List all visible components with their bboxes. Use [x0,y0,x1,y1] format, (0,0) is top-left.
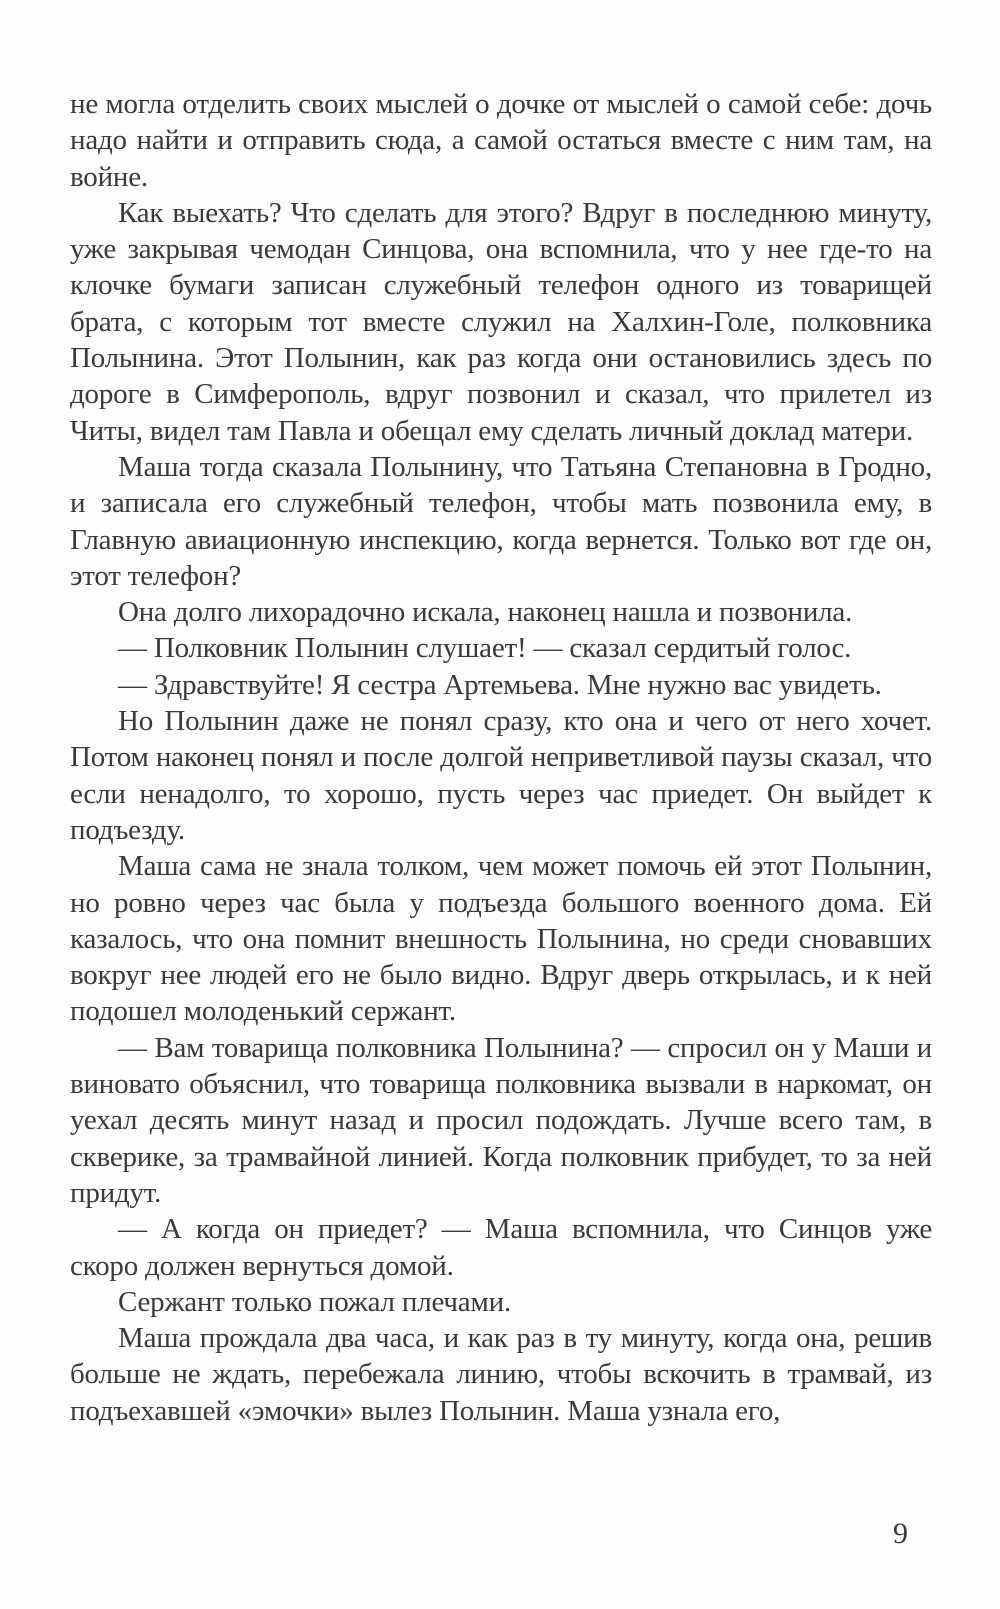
paragraph: Маша прождала два часа, и как раз в ту минуту, когда она, решив больше не ждать, перебежала линию, чтобы вскочить в трамвай, из подъехавшей «эмочки» вылез Полынин. Маша узнала его, [70,1322,932,1427]
paragraph: Как выехать? Что сделать для этого? Вдруг в последнюю минуту, уже закрывая чемодан Синцова, она вспомнила, что у нее где-то на клочке бумаги записан служебный телефон одного из товарищей брата, с которым тот вместе служил на Халхин-Голе, полковника Полынина. Этот Полынин, как раз когда они остановились здесь по дороге в Симферополь, вдруг позвонил и сказал, что прилетел из Читы, видел там Павла и обещал ему сделать личный доклад матери. [70,196,932,447]
paragraph: — Вам товарища полковника Полынина? — спросил он у Маши и виновато объяснил, что товарища полковника вызвали в наркомат, он уехал десять минут назад и просил подождать. Лучше всего там, в скверике, за трамвайной линией. Когда полковник прибудет, то за ней придут. [70,1031,932,1209]
page-number: 9 [893,1517,908,1550]
paragraph: Маша сама не знала толком, чем может помочь ей этот Полынин, но ровно через час была у подъезда большого военного дома. Ей казалось, что она помнит внешность Полынина, но среди сновавших вокруг нее людей его не было видно. Вдруг дверь открылась, и к ней подошел молоденький сержант. [70,850,932,1028]
paragraph: — А когда он приедет? — Маша вспомнила, что Синцов уже скоро должен вернуться домой. [70,1213,932,1282]
paragraph: не могла отделить своих мыслей о дочке от мыслей о самой себе: дочь надо найти и отправить сюда, а самой остаться вместе с ним там, на войне. [70,88,932,193]
text-block [70,86,932,1429]
paragraph: Сержант только пожал плечами. [118,1285,511,1318]
paragraph: Маша тогда сказала Полынину, что Татьяна Степановна в Гродно, и записала его служебный телефон, чтобы мать позвонила ему, в Главную авиационную инспекцию, когда вернется. Только вот где он, этот телефон? [70,450,932,592]
paragraph: — Полковник Полынин слушает! — сказал сердитый голос. [118,632,852,665]
paragraph: Она долго лихорадочно искала, наконец нашла и позвонила. [118,596,853,629]
paragraph: Но Полынин даже не понял сразу, кто она и чего от него хочет. Потом наконец понял и после долгой неприветливой паузы сказал, что если ненадолго, то хорошо, пусть через час приедет. Он выйдет к подъезду. [70,705,932,846]
paragraph: — Здравствуйте! Я сестра Артемьева. Мне нужно вас увидеть. [118,668,882,701]
